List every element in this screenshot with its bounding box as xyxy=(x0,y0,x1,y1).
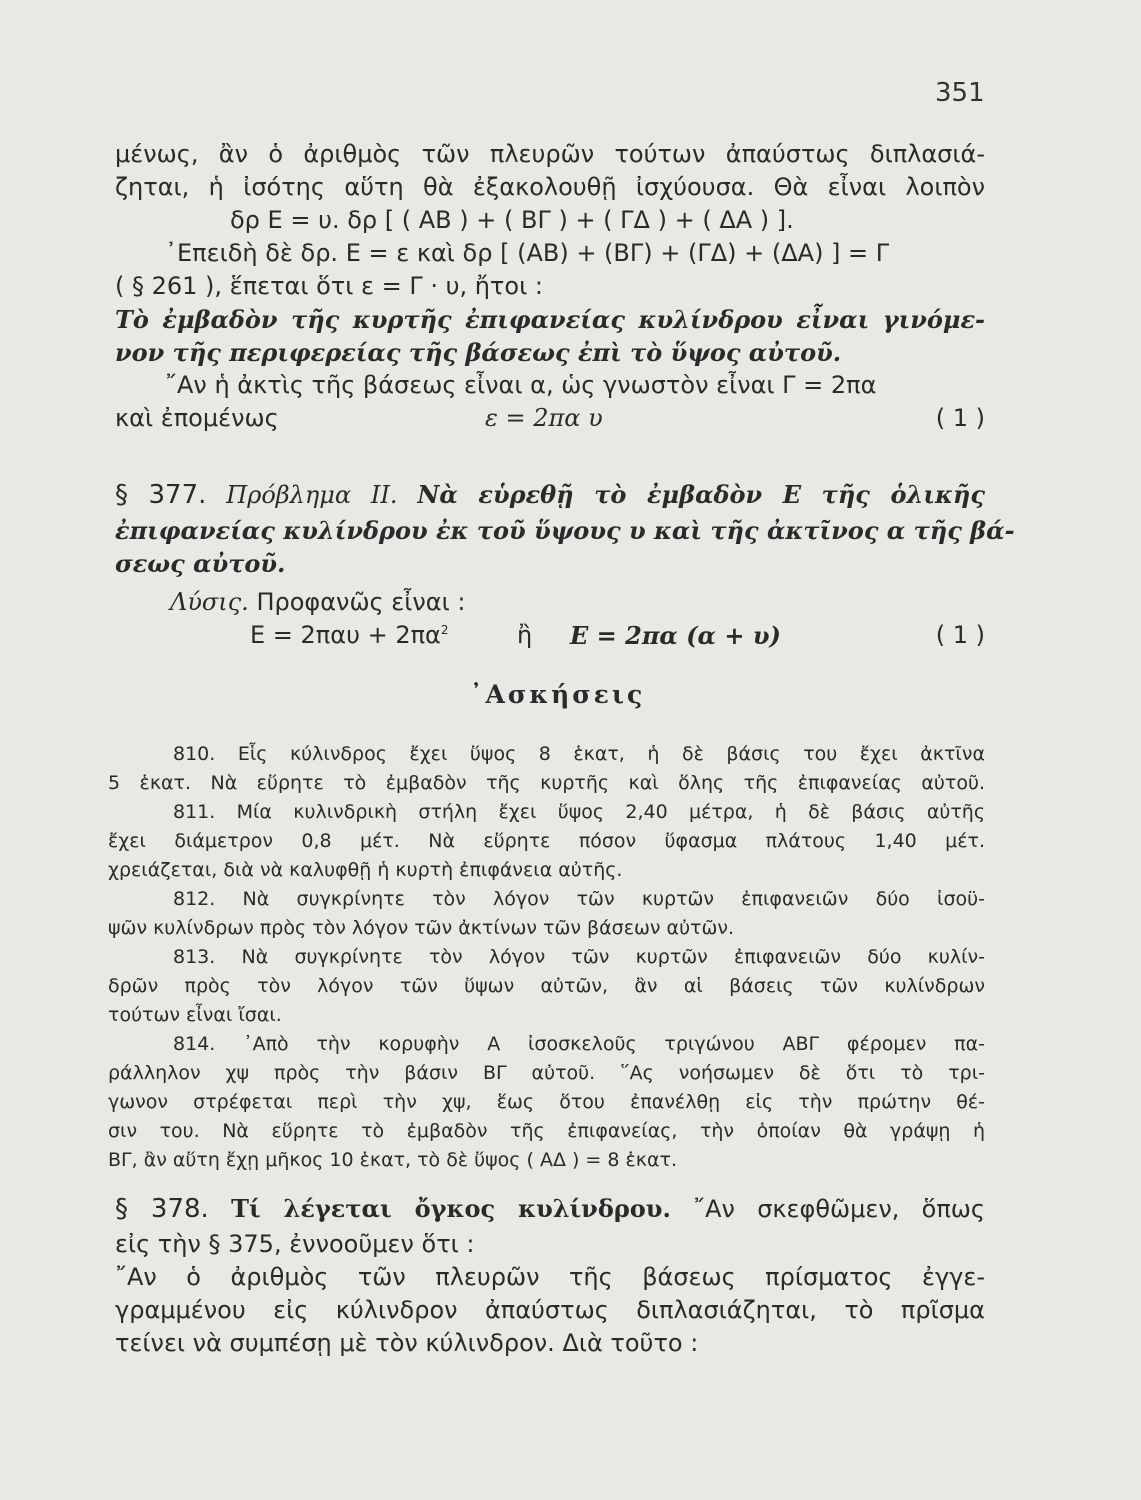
text-span: ᾿Επειδὴ δὲ δρ. Ε = ε καὶ δρ [ (ΑΒ) + (ΒΓ) + (ΓΔ) + (ΔΑ) ] = Γ xyxy=(165,239,890,267)
exercise-line: ράλληλον χψ πρὸς τὴν βάσιν ΒΓ αὐτοῦ. ῞Ας νοήσωμεν δὲ ὅτι τὸ τρι- xyxy=(108,1062,985,1084)
text-line xyxy=(115,1261,985,1294)
solution-label: Λύσις. xyxy=(170,588,249,616)
formula-line xyxy=(115,619,985,652)
section-text: ῎Αν σκεφθῶμεν, ὅπως xyxy=(693,1195,985,1223)
equation-number: ( 1 ) xyxy=(935,404,985,432)
exercise-text: 812. Νὰ συγκρίνητε τὸν λόγον τῶν κυρτῶν ἐπιφανειῶν δύο ἰσοϋ- xyxy=(173,888,985,910)
formula-b: Ε = 2πα (α + υ) xyxy=(570,621,781,650)
text-line: ( § 261 ), ἕπεται ὅτι ε = Γ · υ, ἤτοι : xyxy=(115,272,543,300)
section-title: Νὰ εὑρεθῇ τὸ ἐμβαδὸν Ε τῆς ὁλικῆς xyxy=(417,480,985,509)
exercise-line: δρῶν πρὸς τὸν λόγον τῶν ὕψων αὐτῶν, ἂν αἱ βάσεις τῶν κυλίνδρων xyxy=(108,975,985,997)
exercise-line xyxy=(108,740,985,769)
formula-line xyxy=(115,204,985,237)
theorem-line: Τὸ ἐμβαδὸν τῆς κυρτῆς ἐπιφανείας κυλίνδρου εἶναι γινόμε- xyxy=(115,305,985,334)
text-line: ζηται, ἡ ἰσότης αὕτη θὰ ἐξακολουθῇ ἰσχύουσα. Θὰ εἶναι λοιπὸν xyxy=(115,173,985,201)
text-line: εἰς τὴν § 375, ἐννοοῦμεν ὅτι : xyxy=(115,1230,475,1258)
text-span: ῎Αν ὁ ἀριθμὸς τῶν πλευρῶν τῆς βάσεως πρίσματος ἐγγε- xyxy=(115,1263,985,1291)
exercise-text: 811. Μία κυλινδρικὴ στήλη ἔχει ὕψος 2,40 μέτρα, ἡ δὲ βάσις αὐτῆς xyxy=(173,801,985,823)
exercise-text: 814. ᾿Απὸ τὴν κορυφὴν Α ἰσοσκελοῦς τριγώνου ΑΒΓ φέρομεν πα- xyxy=(173,1033,985,1055)
text-line: μένως, ἂν ὁ ἀριθμὸς τῶν πλευρῶν τούτων ἀπαύστως διπλασιά- xyxy=(115,140,985,168)
exercise-line: γωνον στρέφεται περὶ τὴν χψ, ἕως ὅτου ἐπανέλθῃ εἰς τὴν πρώτην θέ- xyxy=(108,1091,985,1113)
formula-or: ἢ xyxy=(517,621,533,649)
exercise-text: 813. Νὰ συγκρίνητε τὸν λόγον τῶν κυρτῶν ἐπιφανειῶν δύο κυλίν- xyxy=(173,946,985,968)
exercise-line xyxy=(108,885,985,914)
exercise-line xyxy=(108,798,985,827)
text-line xyxy=(115,237,985,270)
exercise-line: ΒΓ, ἂν αὕτη ἔχῃ μῆκος 10 ἑκατ, τὸ δὲ ὕψος ( ΑΔ ) = 8 ἑκατ. xyxy=(108,1149,677,1171)
section-title-line: σεως αὐτοῦ. xyxy=(115,549,286,578)
text-line: τείνει νὰ συμπέσῃ μὲ τὸν κύλινδρον. Διὰ τοῦτο : xyxy=(115,1329,699,1357)
section-heading-line xyxy=(115,478,985,514)
formula-text: δρ Ε = υ. δρ [ ( ΑΒ ) + ( ΒΓ ) + ( ΓΔ ) + ( ΔΑ ) ]. xyxy=(230,206,794,234)
formula-line xyxy=(115,402,985,435)
exercises-list xyxy=(108,740,985,1175)
text-line xyxy=(115,369,985,402)
exercise-line: σιν του. Νὰ εὕρητε τὸ ἐμβαδὸν τῆς ἐπιφανείας, τὴν ὁποίαν θὰ γράψῃ ἡ xyxy=(108,1120,985,1142)
section-number: § 378. xyxy=(115,1194,209,1224)
formula-a-wrap xyxy=(250,619,449,652)
intro-paragraph xyxy=(115,138,985,435)
exercise-line xyxy=(108,1030,985,1059)
section-heading-line xyxy=(115,1192,985,1228)
text-span: ῎Αν ἡ ἀκτὶς τῆς βάσεως εἶναι α, ὡς γνωστὸν εἶναι Γ = 2πα xyxy=(165,371,877,399)
formula-a: Ε = 2παυ + 2πα xyxy=(250,621,441,649)
exercise-line: ἔχει διάμετρον 0,8 μέτ. Νὰ εὕρητε πόσον ὕφασμα πλάτους 1,40 μέτ. xyxy=(108,830,985,852)
exercise-line: ψῶν κυλίνδρων πρὸς τὸν λόγον τῶν ἀκτίνων τῶν βάσεων αὐτῶν. xyxy=(108,917,735,939)
equation-number: ( 1 ) xyxy=(935,621,985,649)
section-number: § 377. xyxy=(115,480,207,510)
section-label: Πρόβλημα ΙΙ. xyxy=(226,481,398,509)
page-number: 351 xyxy=(935,78,985,108)
solution-text: Προφανῶς εἶναι : xyxy=(256,588,466,616)
exercises-heading: ᾿Ασκήσεις xyxy=(470,680,646,709)
text-line: γραμμένου εἰς κύλινδρον ἀπαύστως διπλασιάζηται, τὸ πρῖσμα xyxy=(115,1296,985,1324)
section-title-line: ἐπιφανείας κυλίνδρου ἐκ τοῦ ὕψους υ καὶ τῆς ἀκτῖνος α τῆς βά- xyxy=(115,516,1015,545)
formula: ε = 2πα υ xyxy=(485,404,603,432)
exercise-line: χρειάζεται, διὰ νὰ καλυφθῇ ἡ κυρτὴ ἐπιφάνεια αὐτῆς. xyxy=(108,859,623,881)
exercise-text: 810. Εἷς κύλινδρος ἔχει ὕψος 8 ἑκατ, ἡ δὲ βάσις του ἔχει ἀκτῖνα xyxy=(173,743,985,765)
theorem-line: νον τῆς περιφερείας τῆς βάσεως ἐπὶ τὸ ὕψος αὐτοῦ. xyxy=(115,338,842,367)
section-377 xyxy=(115,478,1015,652)
exercise-line: 5 ἑκατ. Νὰ εὕρητε τὸ ἐμβαδὸν τῆς κυρτῆς καὶ ὅλης τῆς ἐπιφανείας αὐτοῦ. xyxy=(108,772,985,794)
section-378 xyxy=(115,1192,985,1360)
section-title: Τί λέγεται ὄγκος κυλίνδρου. xyxy=(231,1194,671,1223)
exercise-line: τούτων εἶναι ἴσαι. xyxy=(108,1004,282,1026)
formula-a-exponent: 2 xyxy=(440,623,449,637)
exercise-line xyxy=(108,943,985,972)
solution-line xyxy=(115,586,985,619)
text-span: καὶ ἐπομένως xyxy=(115,404,279,432)
